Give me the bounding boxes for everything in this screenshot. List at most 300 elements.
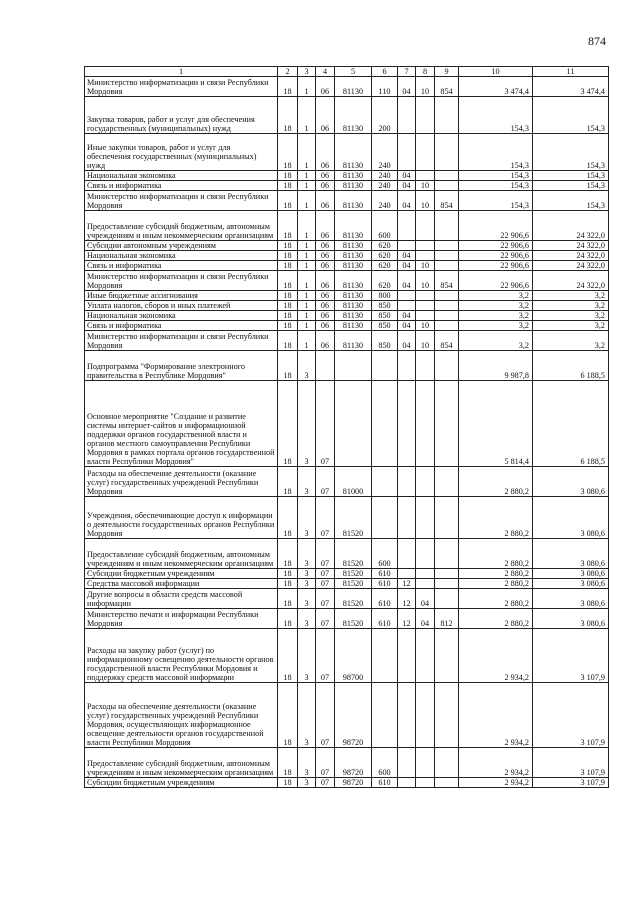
table-row — [85, 579, 609, 589]
table-row — [85, 497, 609, 539]
row-value-cell: 06 — [316, 301, 335, 311]
row-value-cell: 10 — [416, 271, 435, 291]
table-row — [85, 291, 609, 301]
row-value-cell: 24 322,0 — [533, 261, 609, 271]
row-value-cell: 1 — [298, 181, 316, 191]
row-value-cell: 2 880,2 — [459, 539, 533, 569]
row-value-cell: 2 934,2 — [459, 683, 533, 748]
row-value-cell: 620 — [372, 241, 398, 251]
row-value-cell: 1 — [298, 291, 316, 301]
row-value-cell: 3 080,6 — [533, 467, 609, 497]
row-value-cell — [416, 467, 435, 497]
row-value-cell: 07 — [316, 748, 335, 778]
table-row — [85, 97, 609, 134]
row-value-cell — [416, 301, 435, 311]
row-value-cell: 6 188,5 — [533, 381, 609, 467]
row-value-cell: 07 — [316, 467, 335, 497]
row-value-cell: 154,3 — [533, 191, 609, 211]
page-number: 874 — [588, 34, 606, 48]
row-value-cell: 81130 — [335, 134, 372, 171]
row-value-cell: 10 — [416, 321, 435, 331]
row-value-cell: 3 080,6 — [533, 589, 609, 609]
row-value-cell: 07 — [316, 629, 335, 683]
row-value-cell: 07 — [316, 569, 335, 579]
row-value-cell: 2 880,2 — [459, 467, 533, 497]
row-value-cell — [416, 629, 435, 683]
row-value-cell — [398, 241, 416, 251]
row-value-cell: 07 — [316, 579, 335, 589]
row-value-cell: 3 107,9 — [533, 683, 609, 748]
row-value-cell: 3,2 — [533, 321, 609, 331]
row-value-cell: 18 — [278, 261, 298, 271]
row-value-cell — [398, 569, 416, 579]
row-value-cell: 06 — [316, 77, 335, 97]
row-value-cell: 3,2 — [459, 321, 533, 331]
row-value-cell: 07 — [316, 497, 335, 539]
row-value-cell: 1 — [298, 271, 316, 291]
row-value-cell: 3 — [298, 629, 316, 683]
row-value-cell — [435, 291, 459, 301]
row-value-cell: 98700 — [335, 629, 372, 683]
row-value-cell — [416, 291, 435, 301]
row-value-cell — [435, 134, 459, 171]
row-value-cell — [416, 381, 435, 467]
row-value-cell: 620 — [372, 261, 398, 271]
row-value-cell — [372, 683, 398, 748]
row-value-cell — [435, 579, 459, 589]
table-row — [85, 351, 609, 381]
row-value-cell: 18 — [278, 497, 298, 539]
row-value-cell — [372, 351, 398, 381]
row-value-cell: 81520 — [335, 589, 372, 609]
row-value-cell: 81130 — [335, 261, 372, 271]
row-value-cell: 154,3 — [533, 171, 609, 181]
row-value-cell: 850 — [372, 331, 398, 351]
row-value-cell: 18 — [278, 271, 298, 291]
row-value-cell: 3,2 — [533, 301, 609, 311]
row-value-cell: 6 188,5 — [533, 351, 609, 381]
table-body — [85, 67, 609, 788]
row-value-cell: 81130 — [335, 271, 372, 291]
row-value-cell: 3 — [298, 539, 316, 569]
row-value-cell: 06 — [316, 191, 335, 211]
row-name-cell: Предоставление субсидий бюджетным, автономным учреждениям и иным некоммерческим организациям — [85, 748, 278, 778]
row-value-cell: 06 — [316, 271, 335, 291]
header-cell: 6 — [372, 67, 398, 77]
row-value-cell: 2 880,2 — [459, 497, 533, 539]
row-name-cell: Расходы на закупку работ (услуг) по информационному освещению деятельности органов государственной власти Республики Мордовия и поддержку средств массовой информации — [85, 629, 278, 683]
row-name-cell: Основное мероприятие "Создание и развитие системы интернет-сайтов и информационной поддержки органов государственной власти и органов местного самоуправления Республики Мордовия в рамках портала органов государственной власти Республики Мордовия" — [85, 381, 278, 467]
row-value-cell: 81130 — [335, 291, 372, 301]
row-name-cell: Министерство печати и информации Республики Мордовия — [85, 609, 278, 629]
row-value-cell: 22 906,6 — [459, 261, 533, 271]
row-value-cell: 06 — [316, 211, 335, 241]
row-value-cell — [435, 629, 459, 683]
row-value-cell: 3 — [298, 569, 316, 579]
row-value-cell: 3 474,4 — [459, 77, 533, 97]
row-value-cell — [398, 97, 416, 134]
row-value-cell: 06 — [316, 241, 335, 251]
row-value-cell — [416, 748, 435, 778]
row-value-cell: 154,3 — [533, 97, 609, 134]
row-name-cell: Средства массовой информации — [85, 579, 278, 589]
table-row — [85, 748, 609, 778]
row-value-cell: 98720 — [335, 683, 372, 748]
row-value-cell — [398, 381, 416, 467]
row-value-cell: 81130 — [335, 97, 372, 134]
row-value-cell: 81130 — [335, 321, 372, 331]
row-value-cell: 1 — [298, 97, 316, 134]
row-name-cell: Связь и информатика — [85, 261, 278, 271]
row-value-cell — [416, 579, 435, 589]
row-value-cell: 1 — [298, 321, 316, 331]
row-name-cell: Связь и информатика — [85, 321, 278, 331]
row-value-cell: 18 — [278, 778, 298, 788]
table-row — [85, 211, 609, 241]
row-value-cell: 04 — [398, 271, 416, 291]
header-cell: 9 — [435, 67, 459, 77]
row-name-cell: Субсидии бюджетным учреждениям — [85, 569, 278, 579]
row-value-cell: 22 906,6 — [459, 271, 533, 291]
row-value-cell: 24 322,0 — [533, 211, 609, 241]
row-value-cell: 850 — [372, 311, 398, 321]
row-value-cell: 06 — [316, 251, 335, 261]
row-value-cell — [398, 683, 416, 748]
row-value-cell: 3 474,4 — [533, 77, 609, 97]
row-value-cell: 3,2 — [533, 311, 609, 321]
row-value-cell — [416, 211, 435, 241]
row-value-cell: 854 — [435, 331, 459, 351]
table-row — [85, 569, 609, 579]
table-row — [85, 301, 609, 311]
row-value-cell: 1 — [298, 331, 316, 351]
table-row — [85, 77, 609, 97]
row-value-cell: 3 — [298, 381, 316, 467]
row-value-cell: 98720 — [335, 778, 372, 788]
row-value-cell: 18 — [278, 97, 298, 134]
row-value-cell — [372, 467, 398, 497]
row-value-cell: 18 — [278, 331, 298, 351]
table-row — [85, 629, 609, 683]
row-value-cell: 3 080,6 — [533, 497, 609, 539]
row-value-cell: 06 — [316, 97, 335, 134]
row-value-cell: 12 — [398, 579, 416, 589]
row-value-cell — [398, 778, 416, 788]
header-cell: 4 — [316, 67, 335, 77]
row-value-cell: 81130 — [335, 211, 372, 241]
row-value-cell: 1 — [298, 251, 316, 261]
row-value-cell: 154,3 — [533, 134, 609, 171]
row-name-cell: Субсидии бюджетным учреждениям — [85, 778, 278, 788]
row-value-cell: 800 — [372, 291, 398, 301]
row-value-cell: 81520 — [335, 497, 372, 539]
row-value-cell: 18 — [278, 351, 298, 381]
row-name-cell: Национальная экономика — [85, 171, 278, 181]
row-value-cell: 98720 — [335, 748, 372, 778]
row-value-cell — [416, 539, 435, 569]
row-value-cell — [416, 778, 435, 788]
row-name-cell: Национальная экономика — [85, 251, 278, 261]
row-value-cell: 1 — [298, 77, 316, 97]
row-value-cell: 07 — [316, 683, 335, 748]
table-row — [85, 683, 609, 748]
row-value-cell: 18 — [278, 191, 298, 211]
budget-table — [84, 66, 609, 788]
row-value-cell — [398, 291, 416, 301]
row-value-cell — [435, 683, 459, 748]
row-value-cell: 18 — [278, 569, 298, 579]
row-value-cell: 10 — [416, 191, 435, 211]
row-value-cell: 1 — [298, 191, 316, 211]
row-value-cell: 850 — [372, 301, 398, 311]
row-value-cell — [435, 181, 459, 191]
row-value-cell: 110 — [372, 77, 398, 97]
row-value-cell: 81130 — [335, 171, 372, 181]
row-name-cell: Учреждения, обеспечивающие доступ к информации о деятельности государственных органов Республики Мордовия — [85, 497, 278, 539]
row-value-cell: 3 — [298, 351, 316, 381]
row-name-cell: Уплата налогов, сборов и иных платежей — [85, 301, 278, 311]
row-value-cell — [316, 351, 335, 381]
row-value-cell: 240 — [372, 134, 398, 171]
row-value-cell — [435, 381, 459, 467]
header-cell: 11 — [533, 67, 609, 77]
row-value-cell: 3 107,9 — [533, 629, 609, 683]
row-value-cell — [435, 171, 459, 181]
row-value-cell: 1 — [298, 134, 316, 171]
row-value-cell: 5 814,4 — [459, 381, 533, 467]
row-value-cell: 12 — [398, 589, 416, 609]
row-value-cell: 81130 — [335, 301, 372, 311]
row-value-cell — [416, 134, 435, 171]
row-value-cell: 3 080,6 — [533, 539, 609, 569]
row-value-cell: 81130 — [335, 251, 372, 261]
table-row — [85, 134, 609, 171]
row-value-cell: 12 — [398, 609, 416, 629]
row-value-cell: 1 — [298, 261, 316, 271]
row-value-cell — [335, 351, 372, 381]
row-value-cell — [416, 569, 435, 579]
row-value-cell — [398, 748, 416, 778]
table-row — [85, 609, 609, 629]
row-value-cell — [416, 97, 435, 134]
row-value-cell: 200 — [372, 97, 398, 134]
row-value-cell: 3,2 — [459, 311, 533, 321]
row-value-cell: 07 — [316, 589, 335, 609]
header-cell: 10 — [459, 67, 533, 77]
row-value-cell: 154,3 — [459, 97, 533, 134]
row-value-cell: 9 987,8 — [459, 351, 533, 381]
row-value-cell: 3 — [298, 609, 316, 629]
row-value-cell: 610 — [372, 579, 398, 589]
row-value-cell: 3 — [298, 589, 316, 609]
row-value-cell — [435, 97, 459, 134]
row-name-cell: Министерство информатизации и связи Республики Мордовия — [85, 271, 278, 291]
row-value-cell: 22 906,6 — [459, 251, 533, 261]
row-value-cell: 600 — [372, 539, 398, 569]
row-value-cell: 81520 — [335, 609, 372, 629]
table-row — [85, 251, 609, 261]
row-value-cell: 10 — [416, 181, 435, 191]
row-value-cell: 81130 — [335, 241, 372, 251]
row-value-cell: 3 080,6 — [533, 569, 609, 579]
row-value-cell: 2 934,2 — [459, 778, 533, 788]
row-value-cell: 81520 — [335, 539, 372, 569]
row-value-cell: 81130 — [335, 331, 372, 351]
row-value-cell: 854 — [435, 271, 459, 291]
row-value-cell: 18 — [278, 381, 298, 467]
row-name-cell: Министерство информатизации и связи Республики Мордовия — [85, 191, 278, 211]
header-cell: 3 — [298, 67, 316, 77]
row-value-cell: 06 — [316, 171, 335, 181]
row-value-cell — [398, 497, 416, 539]
row-value-cell: 854 — [435, 77, 459, 97]
row-value-cell: 22 906,6 — [459, 241, 533, 251]
row-value-cell: 24 322,0 — [533, 271, 609, 291]
row-value-cell: 3 — [298, 467, 316, 497]
row-value-cell: 18 — [278, 539, 298, 569]
row-value-cell: 81000 — [335, 467, 372, 497]
row-value-cell: 18 — [278, 589, 298, 609]
row-value-cell: 06 — [316, 321, 335, 331]
row-value-cell: 3,2 — [459, 291, 533, 301]
row-name-cell: Иные закупки товаров, работ и услуг для обеспечения государственных (муниципальных) нужд — [85, 134, 278, 171]
row-value-cell: 1 — [298, 301, 316, 311]
row-value-cell: 3 — [298, 497, 316, 539]
row-value-cell — [416, 251, 435, 261]
row-value-cell — [398, 134, 416, 171]
row-value-cell: 620 — [372, 271, 398, 291]
row-value-cell — [435, 261, 459, 271]
row-value-cell — [435, 251, 459, 261]
row-value-cell — [435, 241, 459, 251]
table-row — [85, 321, 609, 331]
row-value-cell: 854 — [435, 191, 459, 211]
row-value-cell: 3 080,6 — [533, 579, 609, 589]
row-value-cell: 06 — [316, 134, 335, 171]
row-name-cell: Предоставление субсидий бюджетным, автономным учреждениям и иным некоммерческим организациям — [85, 539, 278, 569]
row-value-cell — [398, 467, 416, 497]
row-value-cell: 18 — [278, 311, 298, 321]
row-value-cell — [435, 321, 459, 331]
row-value-cell: 81130 — [335, 181, 372, 191]
row-value-cell: 600 — [372, 748, 398, 778]
row-name-cell: Министерство информатизации и связи Республики Мордовия — [85, 77, 278, 97]
row-value-cell: 3 — [298, 683, 316, 748]
row-name-cell: Расходы на обеспечение деятельности (оказание услуг) государственных учреждений Республики Мордовия — [85, 467, 278, 497]
row-value-cell — [416, 683, 435, 748]
row-value-cell — [416, 497, 435, 539]
row-value-cell — [398, 211, 416, 241]
row-value-cell — [398, 351, 416, 381]
row-value-cell: 04 — [416, 589, 435, 609]
row-value-cell: 07 — [316, 609, 335, 629]
row-name-cell: Связь и информатика — [85, 181, 278, 191]
row-value-cell: 24 322,0 — [533, 241, 609, 251]
row-name-cell: Предоставление субсидий бюджетным, автономным учреждениям и иным некоммерческим организациям — [85, 211, 278, 241]
row-value-cell: 2 880,2 — [459, 569, 533, 579]
row-name-cell: Министерство информатизации и связи Республики Мордовия — [85, 331, 278, 351]
row-name-cell: Закупка товаров, работ и услуг для обеспечения государственных (муниципальных) нужд — [85, 97, 278, 134]
row-value-cell: 3 107,9 — [533, 778, 609, 788]
table-row — [85, 539, 609, 569]
row-value-cell — [416, 171, 435, 181]
row-value-cell: 2 934,2 — [459, 748, 533, 778]
row-name-cell: Другие вопросы в области средств массовой информации — [85, 589, 278, 609]
header-cell: 1 — [85, 67, 278, 77]
header-cell: 5 — [335, 67, 372, 77]
row-value-cell — [372, 497, 398, 539]
row-name-cell: Национальная экономика — [85, 311, 278, 321]
table-row — [85, 171, 609, 181]
row-value-cell: 10 — [416, 261, 435, 271]
row-value-cell: 2 880,2 — [459, 609, 533, 629]
row-value-cell — [435, 301, 459, 311]
row-value-cell — [435, 351, 459, 381]
table-row — [85, 241, 609, 251]
row-value-cell: 3 080,6 — [533, 609, 609, 629]
row-value-cell: 04 — [398, 181, 416, 191]
row-value-cell: 3,2 — [533, 291, 609, 301]
row-value-cell: 610 — [372, 778, 398, 788]
row-value-cell: 240 — [372, 191, 398, 211]
row-value-cell: 04 — [398, 261, 416, 271]
table-row — [85, 467, 609, 497]
row-value-cell: 850 — [372, 321, 398, 331]
row-value-cell: 04 — [398, 331, 416, 351]
row-value-cell: 18 — [278, 579, 298, 589]
row-value-cell: 18 — [278, 609, 298, 629]
row-value-cell: 81130 — [335, 311, 372, 321]
row-value-cell — [372, 629, 398, 683]
row-value-cell: 610 — [372, 589, 398, 609]
row-name-cell: Подпрограмма "Формирование электронного правительства в Республике Мордовия" — [85, 351, 278, 381]
row-value-cell: 1 — [298, 241, 316, 251]
row-value-cell: 3 — [298, 778, 316, 788]
row-value-cell: 18 — [278, 321, 298, 331]
row-value-cell — [398, 629, 416, 683]
row-value-cell: 04 — [398, 171, 416, 181]
row-value-cell: 04 — [398, 191, 416, 211]
row-value-cell: 154,3 — [459, 134, 533, 171]
row-value-cell — [435, 748, 459, 778]
row-value-cell — [372, 381, 398, 467]
header-row — [85, 67, 609, 77]
row-value-cell: 07 — [316, 778, 335, 788]
row-value-cell: 10 — [416, 331, 435, 351]
row-value-cell: 18 — [278, 291, 298, 301]
row-value-cell: 18 — [278, 629, 298, 683]
row-value-cell — [435, 497, 459, 539]
row-value-cell: 610 — [372, 569, 398, 579]
row-value-cell: 154,3 — [459, 171, 533, 181]
row-value-cell: 1 — [298, 211, 316, 241]
row-value-cell: 18 — [278, 301, 298, 311]
row-value-cell: 18 — [278, 241, 298, 251]
row-value-cell: 04 — [398, 77, 416, 97]
row-value-cell — [435, 589, 459, 609]
row-value-cell: 2 880,2 — [459, 589, 533, 609]
row-value-cell: 81520 — [335, 579, 372, 589]
row-value-cell: 3 — [298, 579, 316, 589]
row-value-cell — [435, 778, 459, 788]
row-value-cell: 04 — [416, 609, 435, 629]
row-value-cell: 10 — [416, 77, 435, 97]
row-value-cell: 3,2 — [459, 331, 533, 351]
header-cell: 7 — [398, 67, 416, 77]
table-row — [85, 191, 609, 211]
row-value-cell: 81520 — [335, 569, 372, 579]
table-row — [85, 181, 609, 191]
